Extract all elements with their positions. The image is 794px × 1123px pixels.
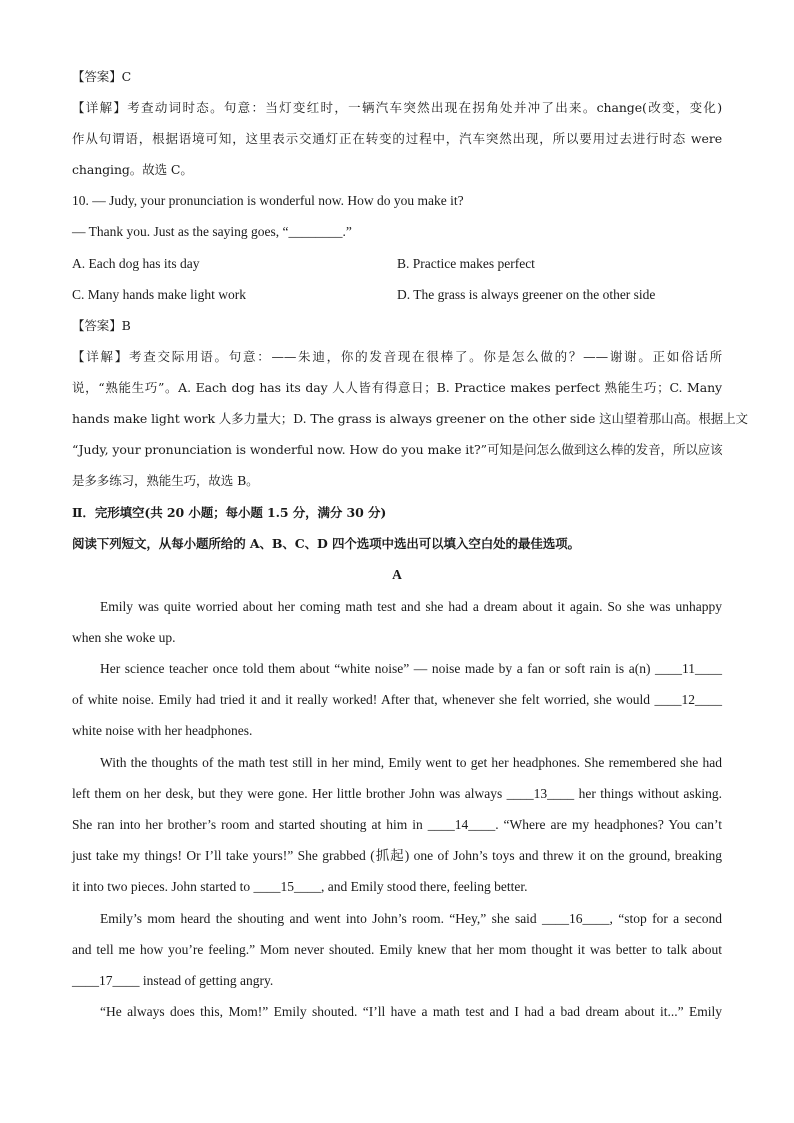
explanation-line: 说，“熟能生巧”。A. Each dog has its day 人人皆有得意日；B. Practice makes perfect 熟能生巧；C. Many [72, 380, 722, 395]
option-a: A. Each dog has its day [72, 256, 200, 271]
question-10: 10. — Judy, your pronunciation is wonderful now. How do you make it? [72, 193, 464, 208]
option-b: B. Practice makes perfect [397, 256, 535, 271]
explanation-line: 是多多练习，熟能生巧，故选 B。 [72, 473, 259, 488]
option-c: C. Many hands make light work [72, 287, 246, 302]
option-d: D. The grass is always greener on the other side [397, 287, 656, 302]
passage-line: “He always does this, Mom!” Emily shouted. “I’ll have a math test and I had a bad dream about it...” Emily [100, 1004, 722, 1019]
passage-line: of white noise. Emily had tried it and it really worked! After that, whenever she felt worried, she would ____12____ [72, 692, 722, 707]
explanation-line: “Judy, your pronunciation is wonderful now. How do you make it?”可知是问怎么做到这么棒的发音，所以应该 [72, 442, 723, 457]
section-heading: Ⅱ．完形填空(共 20 小题；每小题 1.5 分，满分 30 分) [72, 505, 387, 520]
passage-line: and tell me how you’re feeling.” Mom never shouted. Emily knew that her mom thought it was better to talk about [72, 942, 722, 957]
passage-line: white noise with her headphones. [72, 723, 253, 738]
question-10-reply: — Thank you. Just as the saying goes, “________.” [72, 224, 352, 239]
passage-line: Her science teacher once told them about “white noise” — noise made by a fan or soft rain is a(n) ____11____ [100, 661, 722, 676]
passage-line: it into two pieces. John started to ____15____, and Emily stood there, feeling better. [72, 879, 528, 894]
explanation-line: hands make light work 人多力量大；D. The grass is always greener on the other side 这山望着那山高。根据上文 [72, 411, 748, 426]
explanation-line: 作从句谓语，根据语境可知，这里表示交通灯正在转变的过程中，汽车突然出现，所以要用过去进行时态 were [72, 131, 722, 146]
passage-title: A [392, 567, 402, 582]
section-instructions: 阅读下列短文，从每小题所给的 A、B、C、D 四个选项中选出可以填入空白处的最佳选项。 [72, 536, 580, 551]
explanation-line: 【详解】考查动词时态。句意：当灯变红时，一辆汽车突然出现在拐角处并冲了出来。change(改变，变化) [72, 100, 722, 115]
explanation-line: changing。故选 C。 [72, 162, 193, 177]
passage-line: With the thoughts of the math test still in her mind, Emily went to get her headphones. She remembered she had [100, 755, 722, 770]
passage-line: Emily’s mom heard the shouting and went into John’s room. “Hey,” she said ____16____, “stop for a second [100, 911, 722, 926]
passage-line: when she woke up. [72, 630, 176, 645]
passage-line: She ran into her brother’s room and started shouting at him in ____14____. “Where are my headphones? You can’t [72, 817, 722, 832]
answer-label: 【答案】C [72, 69, 132, 84]
passage-line: just take my things! Or I’ll take yours!” She grabbed (抓起) one of John’s toys and threw it on the ground, breaking [72, 848, 722, 863]
explanation-line: 【详解】考查交际用语。句意：——朱迪，你的发音现在很棒了。你是怎么做的？——谢谢。正如俗话所 [72, 349, 722, 364]
passage-line: left them on her desk, but they were gone. Her little brother John was always ____13____ her things without asking. [72, 786, 722, 801]
passage-line: ____17____ instead of getting angry. [72, 973, 274, 988]
passage-line: Emily was quite worried about her coming math test and she had a dream about it again. So she was unhappy [100, 599, 722, 614]
answer-label: 【答案】B [72, 318, 131, 333]
